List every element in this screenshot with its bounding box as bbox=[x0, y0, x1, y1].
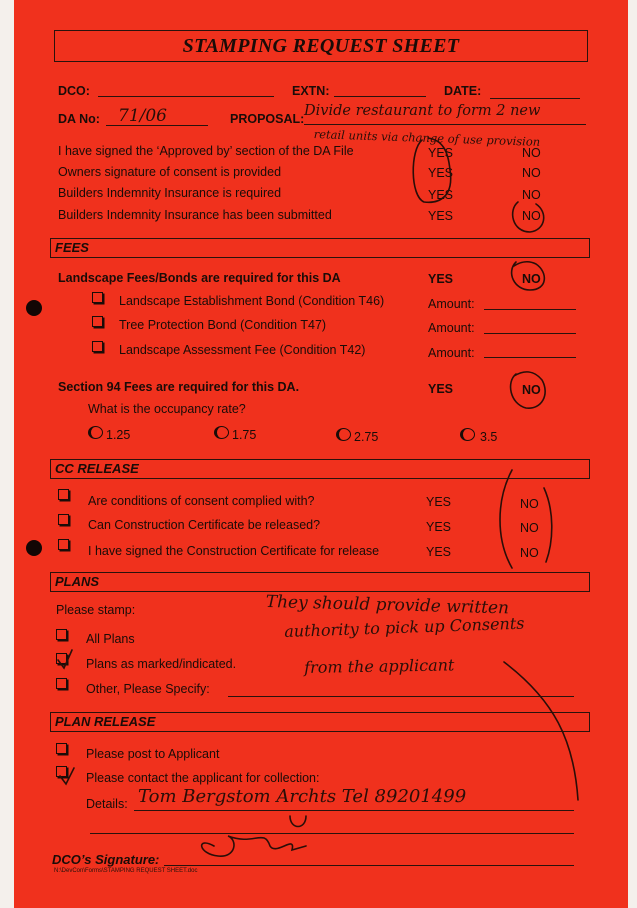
landscape-fees-heading: Landscape Fees/Bonds are required for this DA bbox=[58, 271, 341, 285]
check-approved-label: I have signed the ‘Approved by’ section of the DA File bbox=[58, 144, 354, 158]
tree-protection-amount-label: Amount: bbox=[428, 321, 475, 335]
cc-signed-label: I have signed the Construction Certificate for release bbox=[88, 544, 380, 558]
details-loop bbox=[290, 816, 306, 827]
plans-marked-label: Plans as marked/indicated. bbox=[86, 657, 237, 671]
yes-circle-mark bbox=[413, 138, 450, 202]
plan-release-section-title: PLAN RELEASE bbox=[55, 714, 156, 729]
occupancy-label-1-75: 1.75 bbox=[232, 428, 257, 442]
proposal-value-line1[interactable]: Divide restaurant to form 2 new bbox=[304, 103, 541, 119]
check-insurance-submitted-no[interactable]: NO bbox=[522, 209, 541, 223]
occupancy-label-3-5: 3.5 bbox=[480, 430, 498, 444]
landscape-fees-no[interactable]: NO bbox=[522, 272, 541, 286]
occupancy-label-2-75: 2.75 bbox=[354, 430, 379, 444]
signature-scribble bbox=[202, 836, 306, 856]
post-to-applicant-label: Please post to Applicant bbox=[86, 747, 220, 761]
cc-release-section-title: CC RELEASE bbox=[55, 461, 139, 476]
check-insurance-submitted-label: Builders Indemnity Insurance has been submitted bbox=[58, 208, 332, 222]
contact-applicant-tick bbox=[60, 768, 74, 784]
footer-file-path: N:\DevCon\Forms\STAMPING REQUEST SHEET.doc bbox=[54, 868, 198, 874]
check-approved-yes[interactable]: YES bbox=[428, 146, 454, 160]
date-label: DATE: bbox=[444, 84, 482, 98]
stamping-request-sheet bbox=[14, 0, 628, 908]
landscape-assessment-label: Landscape Assessment Fee (Condition T42) bbox=[119, 343, 366, 357]
cc-release-yes[interactable]: YES bbox=[426, 520, 452, 534]
tree-protection-label: Tree Protection Bond (Condition T47) bbox=[119, 318, 327, 332]
occupancy-question: What is the occupancy rate? bbox=[88, 402, 246, 416]
landscape-establishment-amount-label: Amount: bbox=[428, 297, 475, 311]
landscape-establishment-label: Landscape Establishment Bond (Condition T46) bbox=[119, 294, 385, 308]
page-title: STAMPING REQUEST SHEET bbox=[182, 35, 460, 57]
cc-release-no[interactable]: NO bbox=[520, 521, 539, 535]
cc-conditions-label: Are conditions of consent complied with? bbox=[88, 494, 315, 508]
details-value[interactable]: Tom Bergstom Archts Tel 89201499 bbox=[138, 786, 467, 807]
all-plans-label: All Plans bbox=[86, 632, 135, 646]
plans-section-title: PLANS bbox=[55, 574, 100, 589]
fees-section-title: FEES bbox=[55, 240, 89, 255]
no-circle-mark-landscape bbox=[512, 262, 545, 290]
check-owners-yes[interactable]: YES bbox=[428, 166, 454, 180]
extn-label: EXTN: bbox=[292, 84, 330, 98]
check-insurance-required-no[interactable]: NO bbox=[522, 188, 541, 202]
check-approved-no[interactable]: NO bbox=[522, 146, 541, 160]
check-insurance-submitted-yes[interactable]: YES bbox=[428, 209, 454, 223]
landscape-assessment-amount-label: Amount: bbox=[428, 346, 475, 360]
s94-fees-yes[interactable]: YES bbox=[428, 382, 454, 396]
cc-conditions-no[interactable]: NO bbox=[520, 497, 539, 511]
cc-release-label: Can Construction Certificate be released? bbox=[88, 518, 321, 532]
handwritten-marks bbox=[14, 0, 628, 908]
arrow-to-details bbox=[504, 662, 578, 800]
plans-note-line3: from the applicant bbox=[304, 655, 455, 677]
plans-note-line1: They should provide written bbox=[265, 592, 510, 619]
da-number-label: DA No: bbox=[58, 112, 100, 126]
please-stamp-label: Please stamp: bbox=[56, 603, 136, 617]
dco-signature-label: DCO’s Signature: bbox=[52, 852, 160, 867]
landscape-fees-yes[interactable]: YES bbox=[428, 272, 454, 286]
check-insurance-required-label: Builders Indemnity Insurance is required bbox=[58, 186, 282, 200]
occupancy-label-1-25: 1.25 bbox=[106, 428, 131, 442]
no-circle-mark-insurance bbox=[513, 202, 544, 232]
check-owners-no[interactable]: NO bbox=[522, 166, 541, 180]
contact-applicant-label: Please contact the applicant for collection: bbox=[86, 771, 320, 785]
cc-signed-yes[interactable]: YES bbox=[426, 545, 452, 559]
da-number-value[interactable]: 71/06 bbox=[118, 106, 167, 126]
check-owners-label: Owners signature of consent is provided bbox=[58, 165, 282, 179]
no-circle-mark-s94 bbox=[511, 372, 546, 408]
details-label: Details: bbox=[86, 797, 128, 811]
check-insurance-required-yes[interactable]: YES bbox=[428, 188, 454, 202]
no-bracket-mark-cc bbox=[500, 470, 552, 568]
plans-marked-tick bbox=[58, 650, 72, 668]
proposal-value-line2[interactable]: retail units via change of use provision bbox=[313, 127, 541, 149]
cc-signed-no[interactable]: NO bbox=[520, 546, 539, 560]
s94-fees-no[interactable]: NO bbox=[522, 383, 541, 397]
other-plans-label: Other, Please Specify: bbox=[86, 682, 210, 696]
plans-note-line2: authority to pick up Consents bbox=[284, 613, 525, 641]
proposal-label: PROPOSAL: bbox=[230, 112, 305, 126]
cc-conditions-yes[interactable]: YES bbox=[426, 495, 452, 509]
s94-fees-heading: Section 94 Fees are required for this DA. bbox=[58, 380, 300, 394]
dco-label: DCO: bbox=[58, 84, 90, 98]
